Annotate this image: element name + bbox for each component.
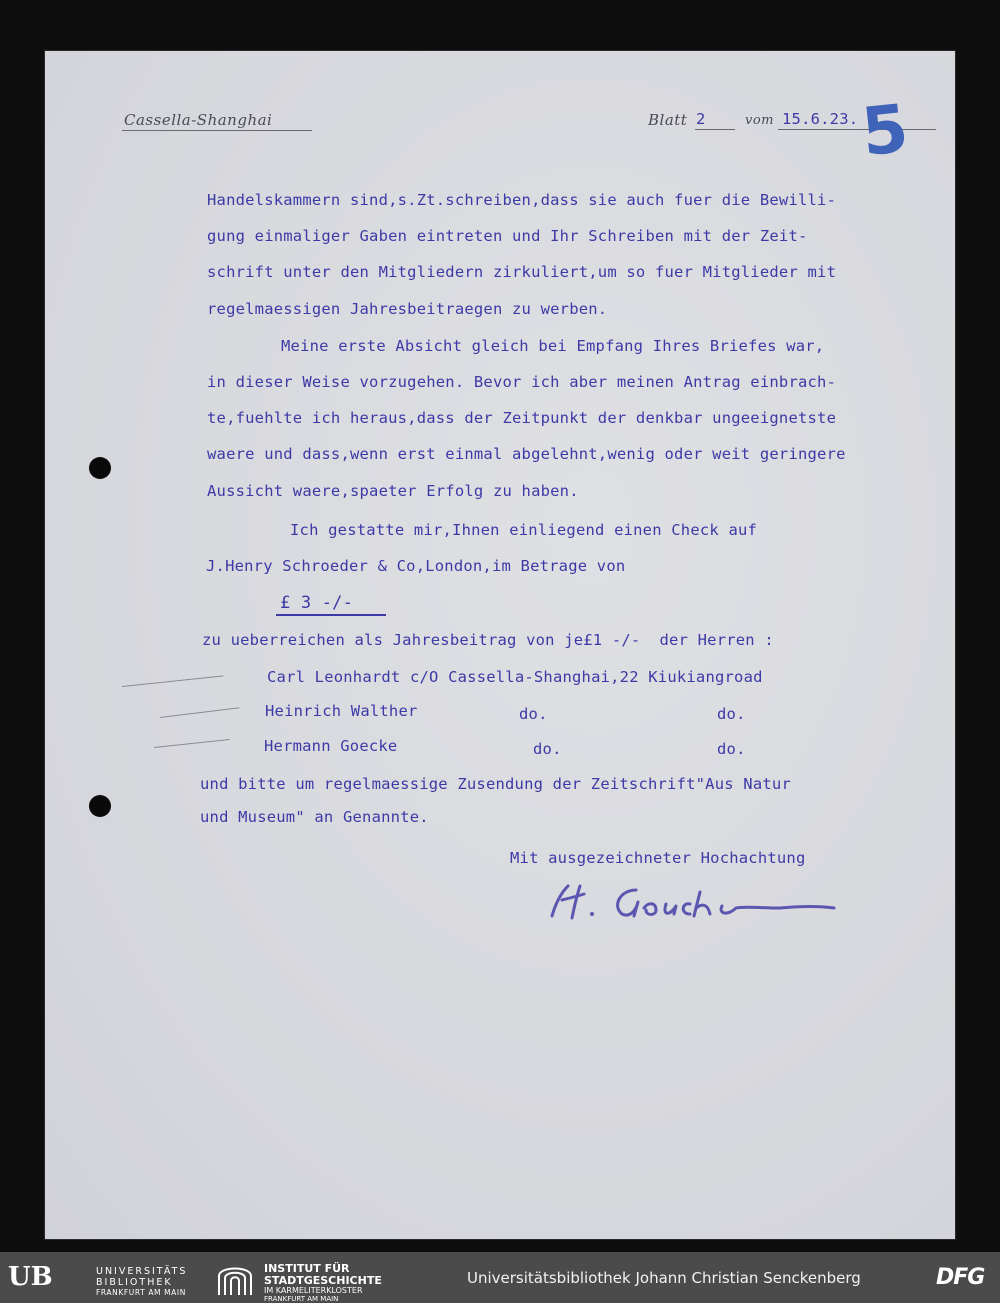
dfg-logo: DFG (936, 1265, 985, 1290)
letterhead-blatt-value: 2 (696, 110, 706, 128)
ub-logo-line3: FRANKFURT AM MAIN (96, 1288, 186, 1297)
body-line: J.Henry Schroeder & Co,London,im Betrage von (206, 557, 626, 575)
recipient-ditto: do. (533, 740, 562, 758)
ub-logo-line2: BIBLIOTHEK (96, 1277, 173, 1288)
punch-hole-bottom (89, 795, 111, 817)
blatt-rule (695, 129, 735, 130)
signature (540, 872, 840, 932)
body-line: und bitte um regelmaessige Zusendung der Zeitschrift"Aus Natur (200, 775, 791, 793)
body-line: Aussicht waere,spaeter Erfolg zu haben. (207, 482, 579, 500)
body-line: te,fuehlte ich heraus,dass der Zeitpunkt der denkbar ungeeignetste (207, 409, 837, 427)
footer-bar (0, 1252, 1000, 1303)
body-line: Meine erste Absicht gleich bei Empfang Ihres Briefes war, (281, 337, 825, 355)
ub-logo-line1: UNIVERSITÄTS (96, 1266, 188, 1277)
letterhead-company: Cassella-Shanghai (124, 111, 273, 129)
recipient-ditto: do. (717, 740, 746, 758)
check-amount-underline (276, 614, 386, 616)
recipient-ditto: do. (519, 705, 548, 723)
closing-line: Mit ausgezeichneter Hochachtung (510, 849, 806, 867)
letterhead-vom-label: vom (745, 113, 774, 128)
body-line: in dieser Weise vorzugehen. Bevor ich aber meinen Antrag einbrach- (207, 373, 837, 391)
recipient-line: Carl Leonhardt c/O Cassella-Shanghai,22 Kiukiangroad (267, 668, 763, 686)
punch-hole-top (89, 457, 111, 479)
letterhead-blatt-label: Blatt (648, 111, 688, 129)
letterhead-rule (122, 130, 312, 131)
letterhead-date: 15.6.23. (782, 110, 859, 128)
body-line: Ich gestatte mir,Ihnen einliegend einen Check auf (290, 521, 758, 539)
date-rule (778, 129, 936, 130)
check-amount: £ 3 -/- (280, 593, 354, 613)
body-line: zu ueberreichen als Jahresbeitrag von je£1 -/- der Herren : (202, 631, 774, 649)
isg-logo-line1: INSTITUT FÜR (264, 1262, 350, 1275)
body-line: schrift unter den Mitgliedern zirkuliert,um so fuer Mitglieder mit (207, 263, 837, 281)
library-name: Universitätsbibliothek Johann Christian Senckenberg (467, 1269, 861, 1287)
isg-logo-line2: STADTGESCHICHTE (264, 1274, 382, 1287)
ub-logo: UB (8, 1262, 53, 1292)
body-line: Handelskammern sind,s.Zt.schreiben,dass sie auch fuer die Bewilli- (207, 191, 837, 209)
recipient-ditto: do. (717, 705, 746, 723)
recipient-name: Heinrich Walther (265, 702, 418, 720)
body-line: gung einmaliger Gaben eintreten und Ihr Schreiben mit der Zeit- (207, 227, 808, 245)
recipient-name: Hermann Goecke (264, 737, 398, 755)
body-line: waere und dass,wenn erst einmal abgelehnt,wenig oder weit geringere (207, 445, 846, 463)
body-line: und Museum" an Genannte. (200, 808, 429, 826)
isg-logo-line4: FRANKFURT AM MAIN (264, 1295, 339, 1303)
body-line: regelmaessigen Jahresbeitraegen zu werben. (207, 300, 608, 318)
page-number-mark: 5 (858, 89, 912, 172)
isg-logo-line3: IM KARMELITERKLOSTER (264, 1286, 363, 1295)
isg-arch-icon (216, 1260, 254, 1296)
